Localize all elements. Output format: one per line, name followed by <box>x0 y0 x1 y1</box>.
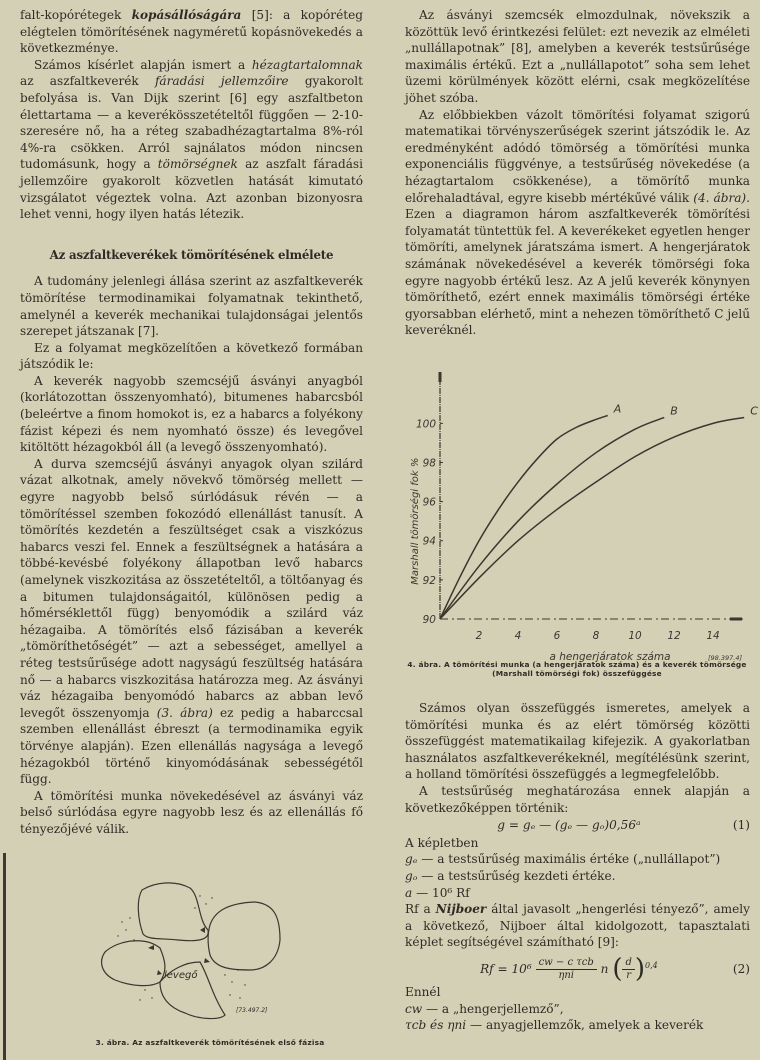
x-tick-label: 12 <box>667 630 681 642</box>
text: falt-kopórétegek <box>20 8 132 22</box>
formula-2-number: (2) <box>732 962 750 977</box>
figure-4 <box>380 360 760 690</box>
paragraph <box>20 57 363 223</box>
text: Ezen a diagramon három aszfaltkeverék tömörítési folyamatát tüntettük fel. A keverékeket egyetlen henger tömöríti, amelynek járatszáma ismert. A hengerjáratok számának növekedésével a keverék tömörségi foka egyre nagyobb értékű lesz. Az A jelű keverék könynyen tömöríthető, ezért ennek maximális tömörségi értéke gyorsabban elérhető, mint a nehezen tömöríthető C jelű keveréknél. <box>405 207 750 338</box>
paragraph: Számos olyan összefüggés ismeretes, amelyek a tömörítési munka és az elért tömörség közötti összefüggést matematikailag kifejezik. A gyakorlatban használatos aszfaltkeverékeknél, megítélésünk szerint, a holland tömörítési összefüggés a legmegfelelőbb. <box>405 701 750 782</box>
fraction <box>536 957 597 982</box>
emphasis: fáradási jellemzőire <box>154 74 289 89</box>
symbol: τcb és ηni <box>405 1018 467 1033</box>
figure-3-caption: 3. ábra. Az aszfaltkeverék tömörítésének első fázisa <box>95 1038 325 1047</box>
paren-open: ( <box>612 954 623 985</box>
text: [5]: a kopóréteg elégtelen tömörítésének nagyméretű kopásnövekedés a következménye. <box>20 8 363 56</box>
paragraph: A keverék nagyobb szemcséjű ásványi anyagból (korlátozottan összenyomható), bitumenes habarcsból (beleértve a finom homokot is, ez a habarcs a folyékony fázist képezi és nem nyomható össze) és levegővel kitöltött hézagokból áll (a levegő összenyomható). <box>20 373 363 455</box>
text: — a testsűrűség maximális értéke („nullállapot”) <box>417 852 721 867</box>
series-label-A: A <box>613 402 622 416</box>
emphasis: Nijboer <box>435 902 487 917</box>
section-heading: Az aszfaltkeverékek tömörítésének elmélete <box>49 247 334 262</box>
text: A durva szemcséjű ásványi anyagok olyan szilárd vázat alkotnak, amely növekvő tömörség mellett — egyre nagyobb belső súrlódásuk révén — a tömörítéssel szemben fokozódó ellenállást tanusít. A tömörítés kezdetén a feszültséget csak a viszkózus habarcs veszi fel. Ennek a feszültségnek a hatására a többé-kevésbé folyékony állapotban levő habarcs (amelynek viszkozitása az összetételtől, a töltőanyag és a bitumen tulajdonságaitól, különösen pedig a hőmérséklettől függ) benyomódik a szilárd váz hézagaiba. A tömörítés első fázisában a keverék „tömöríthetőségét” — azt a sebességet, amellyel a réteg testsűrűsége adott nagyságú feszültség hatására nő — a habarcs viszkozitása határozza meg. Az ásványi váz hézagaiba benyomódó habarcs az abban levő levegőt összenyomja <box>20 456 363 720</box>
x-axis-label: a hengerjáratok száma <box>549 651 671 663</box>
symbol: a <box>405 885 413 900</box>
y-tick-label: 96 <box>422 496 436 509</box>
series-line-A <box>440 416 608 619</box>
series-label-B: B <box>670 404 678 418</box>
paragraph: A testsűrűség meghatározása ennek alapján a következőképpen történik: <box>405 783 750 815</box>
paragraph <box>405 901 750 951</box>
emphasis: tömörségnek <box>157 157 238 172</box>
symbol: gₑ <box>405 852 418 867</box>
definition <box>405 1001 750 1018</box>
symbol: gₒ <box>405 868 418 883</box>
aggregate-particles-diagram <box>60 870 360 1020</box>
definition <box>405 868 750 885</box>
right-column <box>405 0 750 339</box>
formula-1-expression: g = gₑ — (gₑ — gₒ)0,56ᵃ <box>497 818 641 833</box>
text: — a testsűrűség kezdeti értéke. <box>417 868 616 883</box>
compaction-chart <box>380 360 760 663</box>
formula-1-number: (1) <box>732 818 750 833</box>
fraction-denominator: ηni <box>558 969 574 981</box>
definition <box>405 885 750 902</box>
x-tick-label: 6 <box>553 630 561 642</box>
x-axis-arrow <box>730 618 742 621</box>
formula-2-lhs: Rf = 10⁶ <box>480 961 532 976</box>
figure-4-caption: 4. ábra. A tömörítési munka (a hengerjáratok száma) és a keverék tömörsége (Marshall tömörségi fok) összefüggése <box>407 660 747 678</box>
formula-2 <box>405 954 750 985</box>
text: — anyagjellemzők, amelyek a keverék <box>466 1018 704 1033</box>
paren-close: ) <box>634 954 646 985</box>
right-column-lower <box>405 700 750 1034</box>
y-axis-label: Marshall tömörségi fok % <box>410 457 421 585</box>
x-tick-label: 4 <box>514 630 522 642</box>
series-label-C: C <box>750 404 758 418</box>
text: gyakorolt befolyása is. Van Dijk szerint [6] egy aszfaltbeton élettartama — a keverékösszetételtől függően — 2-10-szeresére nő, ha a réteg szabadhézagtartalma 8%-ról 4%-ra csökken. Arról sajnálatos módon nincsen tudomásunk, hogy a <box>20 74 364 172</box>
text: Számos kísérlet alapján ismert a <box>34 57 252 72</box>
text: Az előbbiekben vázolt tömörítési folyamat szigorú matematikai törvényszerűségek szerint játszódik le. Az eredményként adódó tömörség a tömörítési munka exponenciális függvénye, a testsűrűség növekedése (a hézagtartalom csökkenése), a tömörítő munka előrehaladtával, egyre kisebb mértékűvé válik <box>405 107 750 205</box>
text: az aszfalt fáradási jellemzőire gyakorolt közvetlen hatását kimutató vizsgálatot végeztek volna. Azt azonban bizonyosra lehet venni, hogy ilyen hatás létezik. <box>20 157 363 222</box>
text: ez pedig a habarccsal szemben ellenállást ébreszt (a termodinamika egyik törvénye alapján). Ezen ellenállás nagysága a levegő hézagokból történő kinyomódásának sebességétől függ. <box>20 705 364 787</box>
exponent: 0,4 <box>645 960 658 970</box>
definition <box>405 1017 750 1034</box>
text: — a „hengerjellemző”, <box>422 1001 564 1016</box>
grain-left <box>102 941 165 986</box>
fraction-denominator: r <box>626 969 632 981</box>
text: Rf a <box>405 902 436 917</box>
x-tick-label: 10 <box>628 630 642 642</box>
y-axis-arrow <box>439 372 442 382</box>
formula-2-expression <box>405 954 733 985</box>
series-line-B <box>440 417 664 619</box>
paragraph: Az ásványi szemcsék elmozdulnak, növekszik a közöttük levő érintkezési felület: ezt nevezik az elméleti „nullállapotnak” [8], amelyben a keverék testsűrűsége maximális értékű. Ezt a „nullállapotot” soha sem lehet üzemi körülmények között elérni, csak megközelítése jöhet szóba. <box>405 8 750 105</box>
figure-stamp: [98.397.4] <box>707 654 742 662</box>
paragraph: Ez a folyamat megközelítően a következő formában játszódik le: <box>20 340 363 372</box>
series-line-C <box>440 417 744 619</box>
y-tick-label: 92 <box>422 574 436 587</box>
grain-right <box>208 902 280 970</box>
figure-reference: (3. ábra) <box>156 705 213 720</box>
formula-intro: A képletben <box>405 835 479 850</box>
paragraph <box>405 107 750 339</box>
y-tick-label: 90 <box>422 614 436 626</box>
paragraph <box>20 456 363 788</box>
fraction-numerator: d <box>622 957 634 970</box>
figure-stamp: [73.497.2] <box>236 1007 268 1014</box>
x-tick-label: 2 <box>475 630 483 642</box>
y-tick-label: 98 <box>422 457 436 470</box>
paragraph <box>20 7 363 57</box>
x-tick-label: 14 <box>706 630 720 642</box>
fraction <box>622 957 634 982</box>
left-column <box>20 0 363 838</box>
y-tick-label: 100 <box>415 418 436 431</box>
figure-3 <box>60 870 360 1050</box>
symbol: cw <box>405 1001 423 1016</box>
definition <box>405 851 750 868</box>
fraction-numerator: cw − c τcb <box>536 957 597 970</box>
air-label: levegő <box>164 970 198 981</box>
text: — 10⁶ Rf <box>412 885 470 900</box>
paragraph: A tömörítési munka növekedésével az ásványi váz belső súrlódása egyre nagyobb lesz és az ellenállás fő tényezőjévé válik. <box>20 788 363 836</box>
formula-intro: Ennél <box>405 984 441 999</box>
grain-top <box>138 883 208 941</box>
formula-2-n: n <box>600 961 609 976</box>
margin-rule <box>3 853 6 1060</box>
formula-1 <box>405 817 750 834</box>
emphasis: hézagtartalomnak <box>251 57 363 72</box>
text: által javasolt „hengerlési tényező”, amely a következő, Nijboer által kidolgozott, tapasztalati képlet segítségével számítható [9]: <box>405 902 750 950</box>
emphasis: kopásállóságára <box>131 8 242 22</box>
y-tick-label: 94 <box>422 535 436 548</box>
text: az aszfaltkeverék <box>20 74 155 89</box>
x-tick-label: 8 <box>592 630 600 642</box>
paragraph: A tudomány jelenlegi állása szerint az aszfaltkeverék tömörítése termodinamikai folyamatnak tekinthető, amelynél a keverék mechanikai tulajdonságai jelentős szerepet játszanak [7]. <box>20 274 363 339</box>
figure-reference: (4. ábra). <box>693 190 750 205</box>
